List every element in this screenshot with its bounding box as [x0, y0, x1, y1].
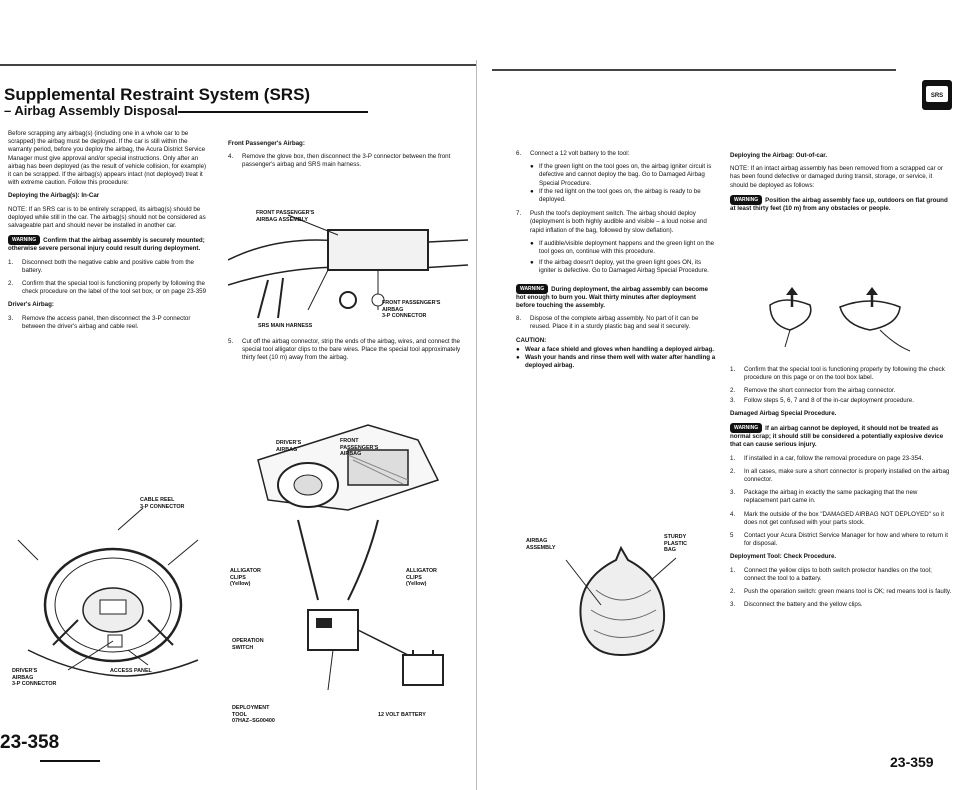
- label-srs-main-harness: SRS MAIN HARNESS: [258, 323, 313, 329]
- step-5: 5. Cut off the airbag connector, strip the ends of the airbag, wires, and connect the special tool alligator clips to the bare wires. Place the special tool approximately thirty feet (10 m) away from the airbag.: [228, 338, 461, 362]
- step-8: 8. Dispose of the complete airbag assembly. No part of it can be reused. Place it in a sturdy plastic bag and seal it securely.: [516, 315, 699, 331]
- caution-bullets: ● Wear a face shield and gloves when handling a deployed airbag. ● Wash your hands and rinse them well with water after handling a deployed airbag.: [516, 345, 716, 370]
- warning-badge-right: WARNING: [516, 284, 548, 294]
- damaged-step-5: 5 Contact your Acura District Service Manager for how and where to return it for disposal.: [730, 532, 948, 548]
- left-page: [0, 0, 476, 790]
- bag-drawing: [546, 540, 696, 660]
- label-operation-switch: OPERATION SWITCH: [232, 638, 264, 651]
- damaged-step-2: 2. In all cases, make sure a short connector is properly installed on the airbag connector.: [730, 467, 950, 484]
- left-column-2: [228, 140, 468, 175]
- label-sturdy-plastic-bag: STURDY PLASTIC BAG: [664, 534, 688, 554]
- bottom-rule-left: [40, 760, 100, 762]
- damaged-step-3: 3. Package the airbag in exactly the same packaging that the new replacement part came in.: [730, 489, 918, 505]
- label-cable-reel: CABLE REEL 3-P CONNECTOR: [140, 497, 185, 510]
- right-column-2b: [730, 366, 952, 614]
- damaged-step-1: 1. If installed in a car, follow the removal procedure on page 23-354.: [730, 454, 924, 462]
- warning-block: [8, 235, 208, 253]
- top-rule-right: [492, 69, 896, 71]
- step-6-bullets: ● If the green light on the tool goes on, the airbag igniter circuit is defective and cannot deploy the bag. Go to Damaged Airbag Special Procedure. ● If the red light on the tool goes on, the airbag is ready to be deployed.: [530, 163, 712, 204]
- step-1: 1. Disconnect both the negative cable and positive cable from the battery.: [8, 258, 194, 274]
- label-battery: 12 VOLT BATTERY: [378, 712, 426, 718]
- damaged-heading: Damaged Airbag Special Procedure.: [730, 409, 837, 417]
- right-column-2: [730, 152, 952, 218]
- left-column-1: [8, 130, 208, 336]
- label-drivers-airbag-2: DRIVER'S AIRBAG: [276, 440, 302, 453]
- warning-text: Confirm that the airbag assembly is securely mounted; otherwise severe personal injury could result during deployment.: [8, 236, 205, 253]
- label-front-passenger-airbag: FRONT PASSENGER'S AIRBAG 3-P CONNECTOR: [382, 300, 441, 320]
- label-access-panel: ACCESS PANEL: [110, 668, 152, 674]
- page-subtitle: – Airbag Assembly Disposal: [4, 103, 178, 118]
- warning-block-right: [516, 284, 716, 311]
- label-drivers-airbag: DRIVER'S AIRBAG 3-P CONNECTOR: [12, 668, 57, 688]
- drivers-airbag-heading: Driver's Airbag:: [8, 301, 54, 309]
- step-4: 4. Remove the glove box, then disconnect the 3-P connector between the front passenger's airbag and SRS main harness.: [228, 153, 451, 169]
- tool-step-2: 2. Push the operation switch: green means tool is OK; red means tool is faulty.: [730, 588, 952, 596]
- front-passenger-heading: Front Passenger's Airbag:: [228, 140, 305, 147]
- label-alligator-clips-left: ALLIGATOR CLIPS (Yellow): [230, 568, 261, 588]
- page-number-right: 23-359: [890, 754, 934, 770]
- top-rule: [0, 64, 476, 66]
- warning-text-damaged: If an airbag cannot be deployed, it should not be treated as normal scrap; it should still be considered a potentially explosive device that can cause serious injury.: [730, 424, 944, 449]
- tool-step-1: 1. Connect the yellow clips to both switch protector handles on the tool; connect the tool to a battery.: [730, 566, 932, 582]
- plastic-bag-figure: [546, 540, 696, 660]
- step-3: 3. Remove the access panel, then disconnect the 3-P connector between the driver's airbag and cable reel.: [8, 314, 191, 330]
- page-number-left: 23-358: [0, 732, 60, 753]
- label-airbag-assembly: AIRBAG ASSEMBLY: [526, 538, 556, 551]
- srs-icon: [922, 80, 952, 110]
- right-column-1: [516, 150, 716, 370]
- out-step-1: 1. Confirm that the special tool is functioning properly by following the check procedure on this page or on the tool box label.: [730, 366, 945, 382]
- out-of-car-heading: Deploying the Airbag: Out-of-car.: [730, 152, 828, 159]
- out-step-2: 2. Remove the short connector from the airbag connector.: [730, 387, 896, 395]
- step-7-bullets: ● If audible/visible deployment happens and the green light on the tool goes on, continue with this procedure. ● If the airbag doesn't deploy, yet the green light goes ON, its igniter is defective. Go to Damaged Airbag Special Procedure.: [530, 239, 715, 275]
- label-alligator-clips-right: ALLIGATOR CLIPS (Yellow): [406, 568, 437, 588]
- page-title: Supplemental Restraint System (SRS): [4, 85, 311, 104]
- intro-text: Before scrapping any airbag(s) (including one in a whole car to be scrapped) the airbag must be deployed. If the car is still within the warranty period, before you deploy the airbag, the Acura District Service Manager must give approval and/or special instructions. Only after an airbag has been deployed (as the result of vehicle collision, for example) it can be scrapped. If the airbag(s) appears intact (not deployed) treat it with extreme caution. Follow this procedure:: [8, 130, 207, 187]
- page-gutter: [476, 60, 486, 790]
- warning-badge-damaged: WARNING: [730, 423, 762, 433]
- right-page: [486, 0, 960, 790]
- warning-text-right: During deployment, the airbag assembly can become hot enough to burn you. Wait thirty minutes after deployment before touching the assembly.: [516, 285, 708, 310]
- damaged-step-4: 4. Mark the outside of the box "DAMAGED AIRBAG NOT DEPLOYED" so it does not get confused with your parts stock.: [730, 510, 944, 526]
- warning-badge: WARNING: [8, 235, 40, 245]
- warning-text-out-of-car: Position the airbag assembly face up, outdoors on flat ground at least thirty feet (10 m) from any obstacles or people.: [730, 196, 948, 213]
- left-column-2b: [228, 338, 468, 368]
- label-front-passengers-airbag-2: FRONT PASSENGER'S AIRBAG: [340, 438, 379, 458]
- tool-check-heading: Deployment Tool: Check Procedure.: [730, 553, 837, 561]
- srs-icon-label: SRS: [930, 93, 944, 99]
- label-front-passenger-assembly: FRONT PASSENGER'S AIRBAG ASSEMBLY: [256, 210, 315, 223]
- note-text: NOTE: If an SRS car is to be entirely scrapped, its airbag(s) should be deployed while still in the car. The airbag(s) should not be considered as salvageable part and should never be installed in another car.: [8, 205, 206, 230]
- step-2: 2. Confirm that the special tool is functioning properly by following the check procedure on the label of the tool set box, or on page 23-359: [8, 280, 207, 296]
- out-of-car-note: NOTE: If an intact airbag assembly has been removed from a scrapped car or has been found defective or damaged during transit, storage, or service, it should be deployed as follows:: [730, 165, 943, 189]
- subtitle-rule: [178, 111, 368, 113]
- warning-badge-out-of-car: WARNING: [730, 195, 762, 205]
- tool-step-3: 3. Disconnect the battery and the yellow clips.: [730, 601, 863, 609]
- out-step-3: 3. Follow steps 5, 6, 7 and 8 of the in-car deployment procedure.: [730, 396, 914, 404]
- in-car-heading: Deploying the Airbag(s): In-Car: [8, 192, 100, 200]
- step-6: 6. Connect a 12 volt battery to the tool:: [516, 150, 630, 157]
- warning-block-damaged: [730, 423, 952, 450]
- airbag-face-up-figure: [730, 285, 952, 355]
- step-7: 7. Push the tool's deployment switch. The airbag should deploy (deployment is both highly audible and visible – a loud noise and rapid inflation of the bag, followed by slow deflation).: [516, 210, 707, 234]
- warning-block-out-of-car: [730, 195, 952, 213]
- label-deployment-tool: DEPLOYMENT TOOL 07HAZ–SG00400: [232, 705, 275, 725]
- airbag-face-up-drawing: [730, 285, 952, 355]
- caution-heading: CAUTION:: [516, 336, 547, 344]
